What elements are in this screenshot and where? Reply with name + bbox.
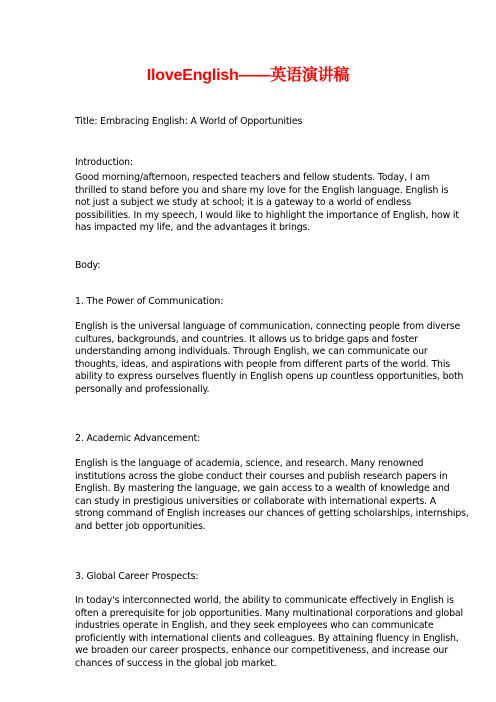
paragraph-line: possibilities. In my speech, I would like to highlight the importance of English, how it (75, 209, 459, 221)
paragraph-line: chances of success in the global job market. (75, 657, 277, 669)
paragraph-line: thoughts, ideas, and aspirations with people from different parts of the world. This (75, 358, 451, 370)
paragraph-line: has impacted my life, and the advantages it brings. (75, 222, 311, 233)
paragraph-line: often a prerequisite for job opportunities. Many multinational corporations and global (75, 607, 463, 619)
paragraph-line: strong command of English increases our chances of getting scholarships, internships, (75, 508, 469, 519)
paragraph-line: understanding among individuals. Through English, we can communicate our (75, 346, 428, 357)
section-heading: 2. Academic Advancement: (75, 433, 201, 444)
introduction-paragraph (75, 172, 459, 235)
speech-title: Title: Embracing English: A World of Opportunities (75, 116, 303, 127)
section-heading: 3. Global Career Prospects: (75, 571, 199, 582)
paragraph-line: English is the language of academia, science, and research. Many renowned (75, 458, 424, 469)
paragraph-line: cultures, backgrounds, and countries. It allows us to bridge gaps and foster (75, 333, 418, 345)
paragraph-line: thrilled to stand before you and share my love for the English language. English is (75, 184, 449, 196)
paragraph-line: can study in prestigious universities or collaborate with international experts. A (75, 495, 437, 507)
paragraph-line: English. By mastering the language, we gain access to a wealth of knowledge and (75, 483, 450, 494)
paragraph-line: ability to express ourselves fluently in English opens up countless opportunities, both (75, 371, 464, 382)
document-title-chinese: 英语演讲稿 (270, 67, 350, 84)
paragraph-line: In today's interconnected world, the ability to communicate effectively in English is (75, 595, 454, 606)
paragraph-line: institutions across the globe conduct their courses and publish research papers in (75, 470, 448, 482)
paragraph-line: not just a subject we study at school; it is a gateway to a world of endless (75, 197, 411, 208)
paragraph-line: proficiently with international clients and colleagues. By attaining fluency in English, (75, 632, 459, 644)
section-paragraph (75, 321, 464, 396)
paragraph-line: industries operate in English, and they seek employees who can communicate (75, 620, 434, 631)
document-title-english: IloveEnglish—— (146, 67, 271, 84)
section-paragraph (75, 458, 469, 533)
paragraph-line: English is the universal language of communication, connecting people from diverse (75, 321, 461, 332)
paragraph-line: and better job opportunities. (75, 520, 206, 532)
paragraph-line: Good morning/afternoon, respected teachers and fellow students. Today, I am (75, 172, 430, 183)
section-heading: 1. The Power of Communication: (75, 296, 224, 307)
paragraph-line: personally and professionally. (75, 383, 210, 395)
body-heading: Body: (75, 260, 101, 271)
section-paragraph (75, 595, 463, 670)
paragraph-line: we broaden our career prospects, enhance our competitiveness, and increase our (75, 645, 448, 656)
introduction-heading: Introduction: (75, 157, 133, 168)
document-title (0, 66, 496, 86)
